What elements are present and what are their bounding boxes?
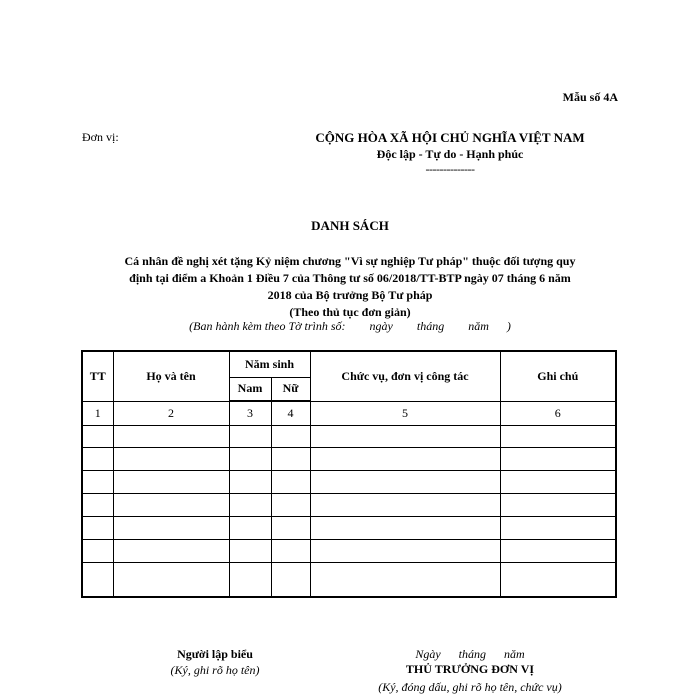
table-cell: [271, 563, 310, 597]
table-cell: [113, 563, 229, 597]
head-title: THỦ TRƯỞNG ĐƠN VỊ: [405, 662, 535, 676]
col-number: 3: [229, 401, 271, 425]
table-row: [82, 494, 616, 517]
table-cell: [113, 471, 229, 494]
col-number: 1: [82, 401, 113, 425]
table-cell: [229, 563, 271, 597]
table-cell: [82, 563, 113, 597]
date-line: Ngày tháng năm: [415, 647, 525, 661]
table-cell: [500, 563, 616, 597]
table-cell: [113, 540, 229, 563]
header-note: Ghi chú: [500, 351, 616, 401]
table-cell: [500, 494, 616, 517]
table-row: [82, 425, 616, 448]
table-row: [82, 563, 616, 597]
table-cell: [229, 448, 271, 471]
header-female: Nữ: [271, 377, 310, 401]
doc-description: [80, 253, 620, 321]
table-cell: [271, 448, 310, 471]
doc-title: DANH SÁCH: [311, 218, 389, 233]
table-cell: [500, 471, 616, 494]
table-cell: [113, 448, 229, 471]
table-cell: [113, 425, 229, 448]
table-row: [82, 517, 616, 540]
col-number: 2: [113, 401, 229, 425]
table-cell: [229, 517, 271, 540]
header-tt: TT: [82, 351, 113, 401]
table-cell: [500, 425, 616, 448]
table-cell: [229, 471, 271, 494]
issued-with-note: (Ban hành kèm theo Tờ trình số: ngày tháng năm ): [189, 319, 511, 333]
table-row: [82, 448, 616, 471]
col-number: 5: [310, 401, 500, 425]
table-row: [82, 540, 616, 563]
head-note: (Ký, đóng dấu, ghi rõ họ tên, chức vụ): [378, 680, 562, 694]
table-cell: [82, 448, 113, 471]
table-cell: [500, 448, 616, 471]
table-cell: [229, 494, 271, 517]
col-number: 6: [500, 401, 616, 425]
table-cell: [500, 517, 616, 540]
col-number: 4: [271, 401, 310, 425]
table-cell: [310, 540, 500, 563]
table-row: [82, 471, 616, 494]
column-number-row: [82, 401, 616, 425]
table-cell: [82, 425, 113, 448]
table-cell: [310, 517, 500, 540]
form-code: Mẫu số 4A: [562, 90, 618, 104]
header-birth-year: Năm sinh: [229, 351, 310, 377]
table-cell: [82, 494, 113, 517]
header-position: Chức vụ, đơn vị công tác: [310, 351, 500, 401]
motto: Độc lập - Tự do - Hạnh phúc: [376, 147, 524, 161]
table-cell: [271, 517, 310, 540]
preparer-note: (Ký, ghi rõ họ tên): [170, 663, 260, 677]
table-cell: [310, 448, 500, 471]
procedure-note: (Theo thủ tục đơn giản): [289, 305, 411, 319]
table-cell: [82, 471, 113, 494]
table-cell: [229, 540, 271, 563]
republic-heading: CỘNG HÒA XÃ HỘI CHỦ NGHĨA VIỆT NAM: [315, 130, 585, 145]
header-male: Nam: [229, 377, 271, 401]
table-cell: [82, 540, 113, 563]
table-cell: [310, 425, 500, 448]
description-line-2: định tại điểm a Khoản 1 Điều 7 của Thông tư số 06/2018/TT-BTP ngày 07 tháng 6 năm: [129, 271, 571, 285]
table-cell: [310, 563, 500, 597]
table-cell: [271, 494, 310, 517]
preparer-title: Người lập biểu: [177, 647, 253, 661]
description-line-1: Cá nhân đề nghị xét tặng Kỷ niệm chương "Vì sự nghiệp Tư pháp" thuộc đối tượng quy: [124, 254, 576, 268]
table-cell: [82, 517, 113, 540]
description-line-3: 2018 của Bộ trưởng Bộ Tư pháp: [267, 288, 433, 302]
table-cell: [113, 494, 229, 517]
table-cell: [113, 517, 229, 540]
unit-label: Đơn vị:: [82, 130, 119, 144]
header-name: Họ và tên: [113, 351, 229, 401]
table-cell: [310, 494, 500, 517]
table-cell: [271, 540, 310, 563]
header-rule: --------------: [425, 162, 475, 176]
table-cell: [310, 471, 500, 494]
table-cell: [271, 471, 310, 494]
table-cell: [500, 540, 616, 563]
table-cell: [271, 425, 310, 448]
table-cell: [229, 425, 271, 448]
nominee-table: [81, 350, 617, 598]
